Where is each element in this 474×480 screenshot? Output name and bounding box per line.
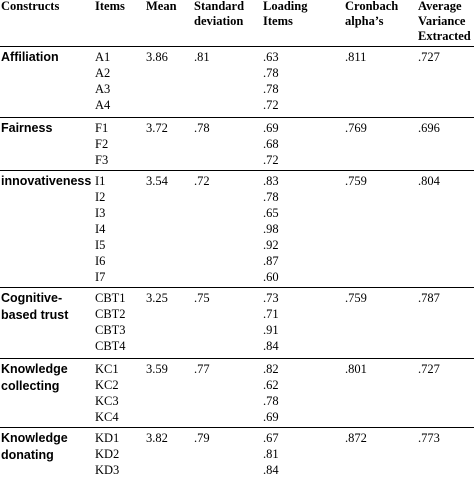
header-loading-items: Loading Items: [263, 0, 308, 28]
construct-name: Knowledge donating: [1, 431, 68, 462]
cronbach-alpha-value: .759: [345, 291, 367, 305]
loading-list: [263, 430, 279, 478]
item-code: A1: [95, 50, 111, 64]
item-code: CBT4: [95, 339, 126, 353]
construct-name: Affiliation: [1, 50, 59, 64]
loading-value: .98: [263, 222, 279, 236]
loading-value: .72: [263, 153, 279, 167]
loading-value: .69: [263, 121, 279, 135]
mean-value: 3.54: [146, 174, 168, 188]
ave-value: .773: [418, 431, 440, 445]
item-code: KC2: [95, 378, 119, 392]
loading-value: .72: [263, 98, 279, 112]
cronbach-alpha-value: .811: [345, 50, 367, 64]
loading-value: .71: [263, 307, 279, 321]
construct-group-row: [0, 288, 474, 359]
loading-value: .73: [263, 291, 279, 305]
cronbach-alpha-value: .801: [345, 362, 367, 376]
item-code: F2: [95, 137, 109, 151]
loading-value: .67: [263, 431, 279, 445]
item-code: KD3: [95, 463, 120, 477]
ave-value: .727: [418, 50, 440, 64]
loading-value: .78: [263, 66, 279, 80]
table-header-row: [0, 0, 474, 47]
loading-list: [263, 120, 279, 168]
item-code: I4: [95, 222, 106, 236]
loading-value: .60: [263, 270, 279, 284]
loading-value: .84: [263, 339, 279, 353]
table-body: [0, 47, 474, 480]
loading-value: .84: [263, 463, 279, 477]
item-code: CBT1: [95, 291, 126, 305]
construct-name: Fairness: [1, 121, 53, 135]
item-code: F3: [95, 153, 109, 167]
item-code: KC4: [95, 410, 119, 424]
header-cronbach-alpha: Cronbach alpha’s: [345, 0, 399, 28]
loading-value: .78: [263, 82, 279, 96]
item-list: [95, 49, 110, 113]
mean-value: 3.59: [146, 362, 168, 376]
item-code: I2: [95, 190, 106, 204]
header-constructs: Constructs: [1, 0, 60, 13]
header-standard-deviation: Standard deviation: [194, 0, 245, 28]
loading-value: .63: [263, 50, 279, 64]
loading-value: .92: [263, 238, 279, 252]
item-code: KC3: [95, 394, 119, 408]
mean-value: 3.82: [146, 431, 168, 445]
cronbach-alpha-value: .759: [345, 174, 367, 188]
header-items: Items: [95, 0, 125, 13]
loading-list: [263, 290, 279, 354]
construct-name: Cognitive- based trust: [1, 291, 69, 322]
loading-value: .82: [263, 362, 279, 376]
item-code: A2: [95, 66, 111, 80]
header-mean: Mean: [146, 0, 177, 13]
loading-list: [263, 361, 279, 425]
item-code: KC1: [95, 362, 119, 376]
standard-deviation-value: .77: [194, 362, 210, 376]
item-code: CBT2: [95, 307, 126, 321]
item-code: A4: [95, 98, 111, 112]
standard-deviation-value: .79: [194, 431, 210, 445]
construct-group-row: [0, 47, 474, 118]
item-list: [95, 361, 119, 425]
loading-list: [263, 49, 279, 113]
item-code: I3: [95, 206, 106, 220]
cronbach-alpha-value: .769: [345, 121, 367, 135]
standard-deviation-value: .81: [194, 50, 210, 64]
item-code: I5: [95, 238, 106, 252]
standard-deviation-value: .75: [194, 291, 210, 305]
loading-value: .83: [263, 174, 279, 188]
header-average-variance-extracted: Average Variance Extracted: [418, 0, 471, 43]
construct-group-row: [0, 118, 474, 171]
item-code: I7: [95, 270, 106, 284]
item-code: I1: [95, 174, 106, 188]
loading-value: .65: [263, 206, 279, 220]
item-code: F1: [95, 121, 109, 135]
item-code: KD2: [95, 447, 120, 461]
ave-value: .787: [418, 291, 440, 305]
construct-name: innovativeness: [1, 174, 92, 188]
loading-value: .81: [263, 447, 279, 461]
loading-value: .62: [263, 378, 279, 392]
item-list: [95, 290, 126, 354]
item-list: [95, 173, 105, 285]
ave-value: .804: [418, 174, 440, 188]
mean-value: 3.86: [146, 50, 168, 64]
loading-value: .78: [263, 394, 279, 408]
item-list: [95, 430, 119, 478]
item-code: A3: [95, 82, 111, 96]
construct-group-row: [0, 428, 474, 480]
construct-group-row: [0, 359, 474, 428]
construct-group-row: [0, 171, 474, 288]
standard-deviation-value: .72: [194, 174, 210, 188]
item-code: I6: [95, 254, 106, 268]
ave-value: .696: [418, 121, 440, 135]
item-list: [95, 120, 108, 168]
loading-value: .69: [263, 410, 279, 424]
mean-value: 3.72: [146, 121, 168, 135]
loading-list: [263, 173, 279, 285]
item-code: CBT3: [95, 323, 126, 337]
cronbach-alpha-value: .872: [345, 431, 367, 445]
mean-value: 3.25: [146, 291, 168, 305]
loading-value: .78: [263, 190, 279, 204]
loading-value: .91: [263, 323, 279, 337]
loading-value: .68: [263, 137, 279, 151]
item-code: KD1: [95, 431, 120, 445]
construct-name: Knowledge collecting: [1, 362, 68, 393]
ave-value: .727: [418, 362, 440, 376]
loading-value: .87: [263, 254, 279, 268]
standard-deviation-value: .78: [194, 121, 210, 135]
